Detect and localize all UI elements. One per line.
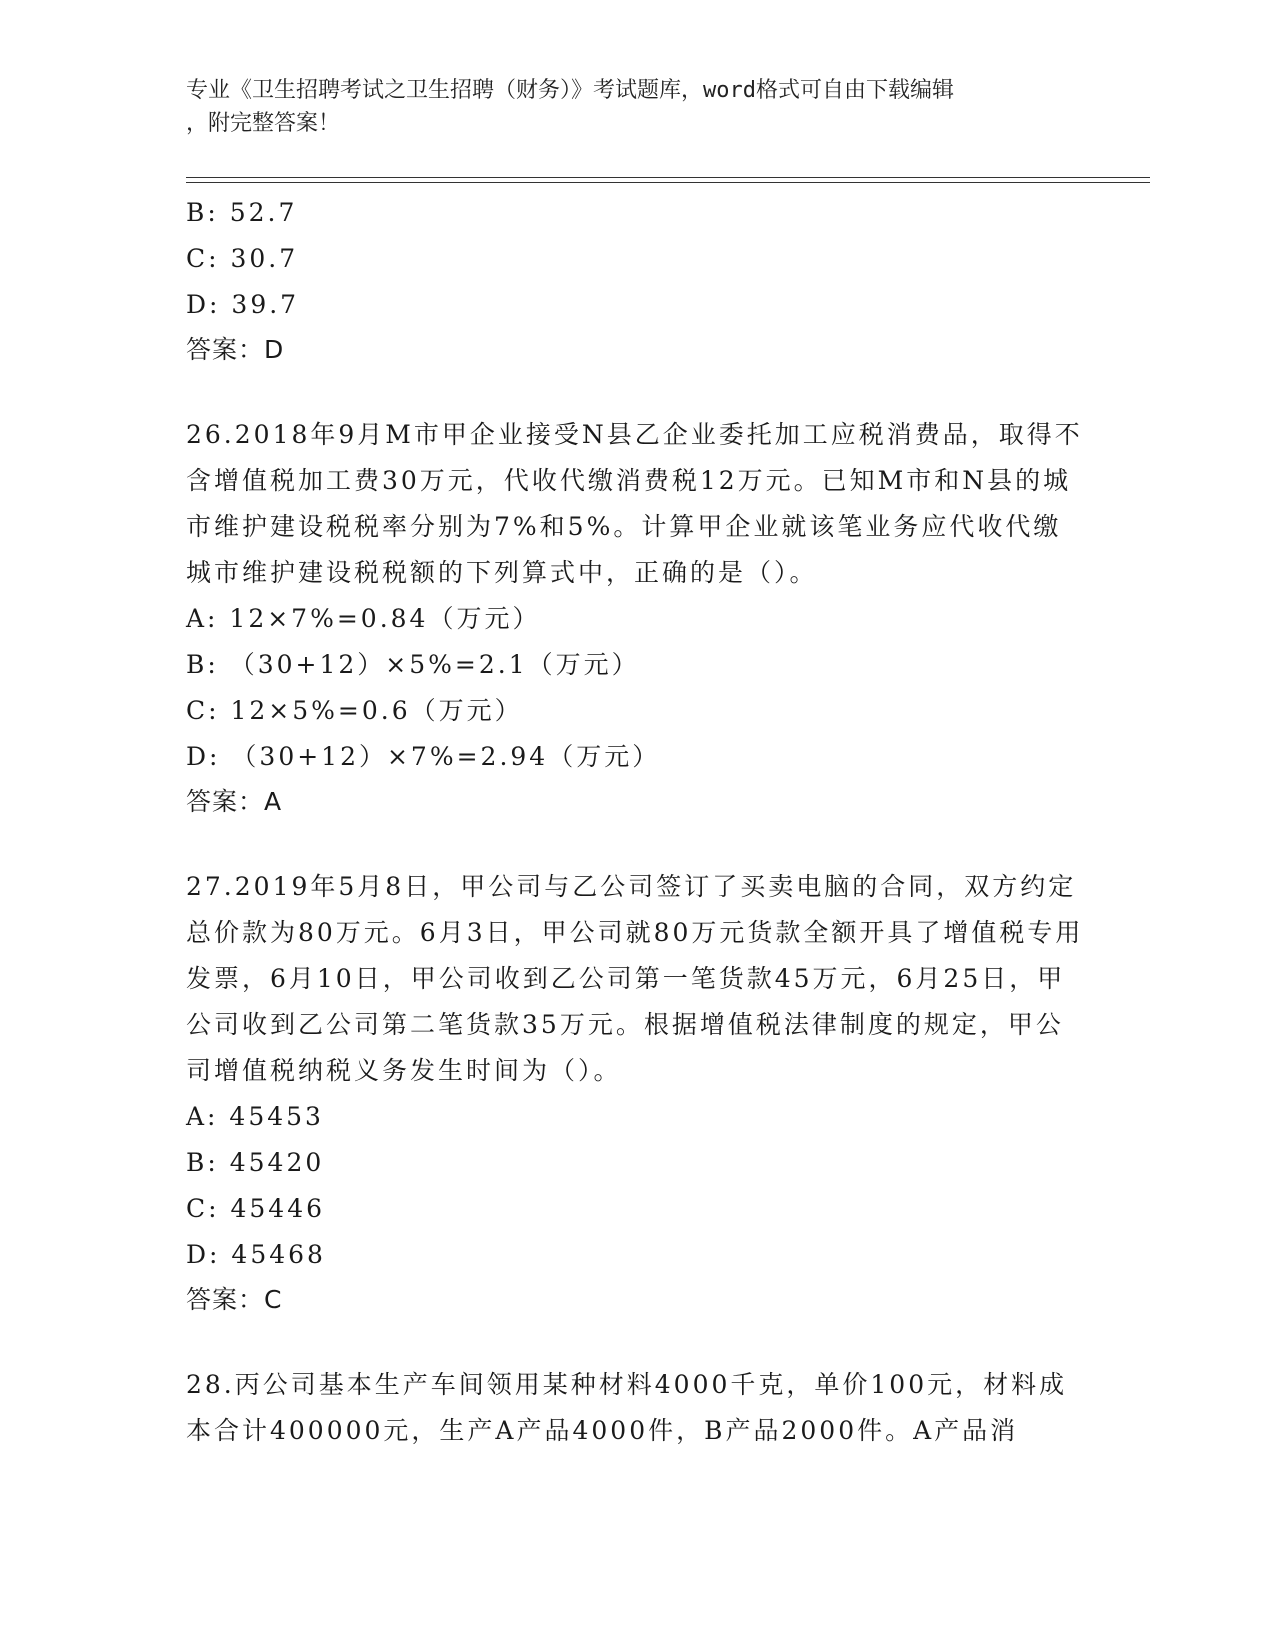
previous-question-tail (186, 190, 1086, 372)
answer-text: 答案：D (186, 335, 285, 364)
option-a: A: 12×7%=0.84（万元） (186, 604, 541, 633)
option-b: B: （30+12）×5%=2.1（万元） (186, 650, 640, 679)
question-stem: 26.2018年9月M市甲企业接受N县乙企业委托加工应税消费品，取得不含增值税加工费30万元，代收代缴消费税12万元。已知M市和N县的城市维护建设税税率分别为7%和5%。计算甲企业就该笔业务应代收代缴城市维护建设税税额的下列算式中，正确的是（）。 (186, 420, 1083, 587)
option-c: C: 45446 (186, 1194, 326, 1223)
question-26 (186, 412, 1086, 824)
header-divider-top (186, 177, 1150, 178)
option-b: B: 52.7 (186, 198, 298, 227)
option-c: C: 12×5%=0.6（万元） (186, 696, 523, 725)
option-d: D: （30+12）×7%=2.94（万元） (186, 742, 661, 771)
option-c: C: 30.7 (186, 244, 299, 273)
option-d: D: 45468 (186, 1240, 326, 1269)
header-divider-bottom (186, 182, 1150, 183)
question-27 (186, 864, 1086, 1322)
question-list (186, 190, 1086, 1454)
option-d: D: 39.7 (186, 290, 300, 319)
document-header (186, 74, 1066, 140)
answer-text: 答案：C (186, 1285, 283, 1314)
question-stem: 27.2019年5月8日，甲公司与乙公司签订了买卖电脑的合同，双方约定总价款为80万元。6月3日，甲公司就80万元货款全额开具了增值税专用发票，6月10日，甲公司收到乙公司第一笔货款45万元，6月25日，甲公司收到乙公司第二笔货款35万元。根据增值税法律制度的规定，甲公司增值税纳税义务发生时间为（）。 (186, 872, 1084, 1085)
header-title-line1: 专业《卫生招聘考试之卫生招聘（财务）》考试题库，word格式可自由下载编辑 (186, 78, 954, 103)
question-28 (186, 1362, 1086, 1454)
option-b: B: 45420 (186, 1148, 325, 1177)
answer-text: 答案：A (186, 787, 283, 816)
question-stem: 28.丙公司基本生产车间领用某种材料4000千克，单价100元，材料成本合计400000元，生产A产品4000件，B产品2000件。A产品消 (186, 1370, 1068, 1445)
option-a: A: 45453 (186, 1102, 324, 1131)
header-title-line2: ，附完整答案！ (186, 111, 341, 136)
